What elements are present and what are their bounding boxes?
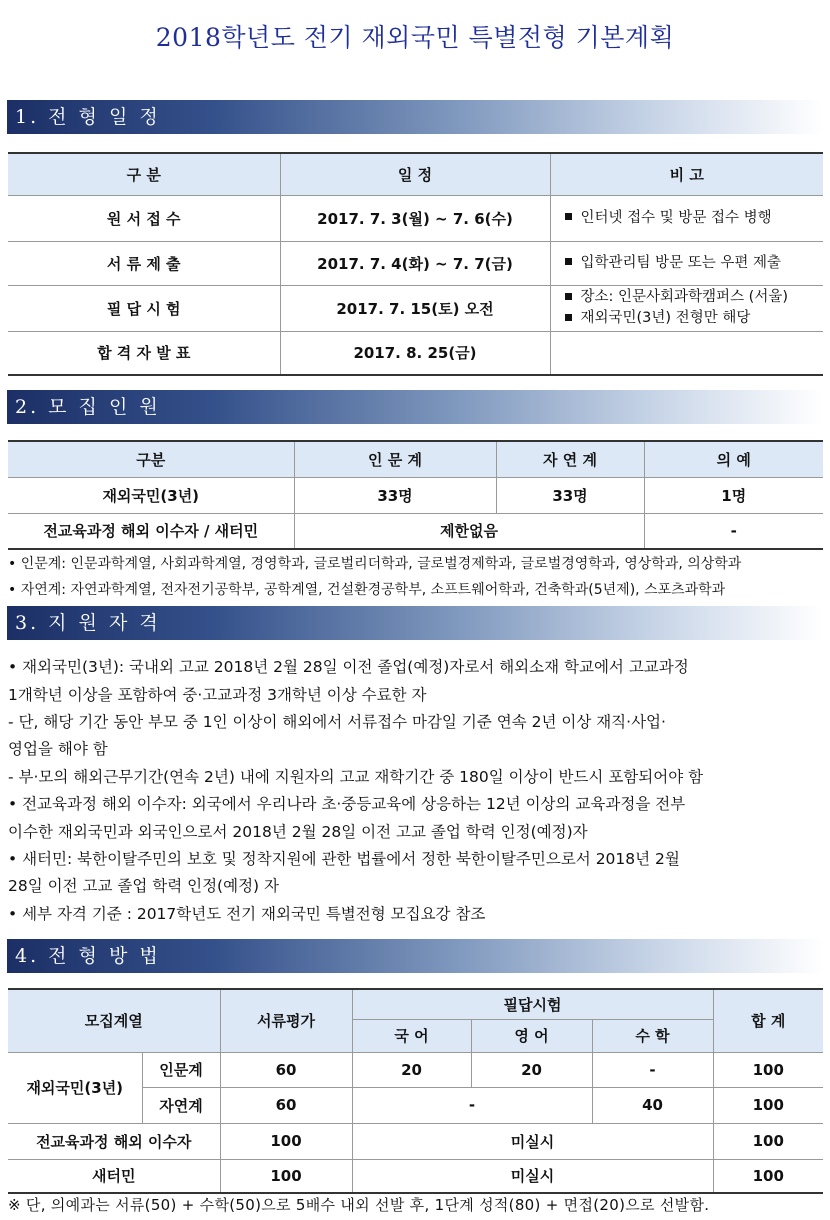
square-bullet-icon [565,213,572,220]
schedule-note: 입학관리팀 방문 또는 우편 제출 [550,241,823,285]
section-header-method: 4. 전 형 방 법 [7,939,823,973]
eligibility-line: • 재외국민(3년): 국내외 고교 2018년 2월 28일 이전 졸업(예정)자로서 해외소재 학교에서 고교과정 [8,658,689,676]
eligibility-line: - 단, 해당 기간 동안 부모 중 1인 이상이 해외에서 서류접수 마감일 기준 연속 2년 이상 재직·사업· [8,713,666,731]
schedule-header-remarks: 비 고 [550,153,823,195]
schedule-note: 인터넷 접수 및 방문 접수 병행 [550,195,823,241]
schedule-header-category: 구 분 [8,153,280,195]
eligibility-line: 영업을 해야 함 [8,740,108,758]
schedule-name: 합 격 자 발 표 [8,331,280,375]
schedule-date: 2017. 7. 3(월) ~ 7. 6(수) [280,195,550,241]
table-row [8,331,823,375]
square-bullet-icon [565,258,572,265]
table-row: 새터민 100 미실시 100 [8,1159,823,1193]
method-header-math: 수 학 [592,1019,713,1052]
schedule-date: 2017. 8. 25(금) [280,331,550,375]
eligibility-line: - 부·모의 해외근무기간(연속 2년) 내에 지원자의 고교 재학기간 중 180일 이상이 반드시 포함되어야 함 [8,768,704,786]
eligibility-line: 1개학년 이상을 포함하여 중·고교과정 3개학년 이상 수료한 자 [8,686,427,704]
method-header-group: 모집계열 [8,989,220,1052]
schedule-note: 장소: 인문사회과학캠퍼스 (서울) 재외국민(3년) 전형만 해당 [550,285,823,331]
table-row: 재외국민(3년) 33명 33명 1명 [8,477,823,513]
schedule-name: 서 류 제 출 [8,241,280,285]
schedule-name: 필 답 시 험 [8,285,280,331]
quota-note-science: • 자연계: 자연과학계열, 전자전기공학부, 공학계열, 건설환경공학부, 소프트웨어학과, 건축학과(5년제), 스포츠과학과 [8,582,726,598]
eligibility-line: 28일 이전 고교 졸업 학력 인정(예정) 자 [8,877,280,895]
quota-header-humanities: 인 문 계 [294,441,496,477]
quota-header-science: 자 연 계 [496,441,644,477]
square-bullet-icon [565,314,572,321]
method-table [8,988,823,1194]
schedule-header-date: 일 정 [280,153,550,195]
schedule-table [8,152,823,376]
table-row [8,241,823,285]
table-row: 전교육과정 해외 이수자 / 새터민 제한없음 - [8,513,823,549]
eligibility-line: • 세부 자격 기준 : 2017학년도 전기 재외국민 특별전형 모집요강 참조 [8,905,486,923]
eligibility-line: 이수한 재외국민과 외국인으로서 2018년 2월 28일 이전 고교 졸업 학력 인정(예정)자 [8,823,588,841]
method-header-total: 합 계 [713,989,823,1052]
schedule-date: 2017. 7. 4(화) ~ 7. 7(금) [280,241,550,285]
quota-note-humanities: • 인문계: 인문과학계열, 사회과학계열, 경영학과, 글로벌리더학과, 글로벌경제학과, 글로벌경영학과, 영상학과, 의상학과 [8,556,742,572]
quota-table [8,440,823,550]
schedule-name: 원 서 접 수 [8,195,280,241]
quota-header-medicine: 의 예 [644,441,823,477]
table-row: 전교육과정 해외 이수자 100 미실시 100 [8,1123,823,1159]
method-header-written: 필답시험 [352,989,713,1019]
section-header-schedule: 1. 전 형 일 정 [7,100,823,134]
method-header-document: 서류평가 [220,989,352,1052]
section-header-eligibility: 3. 지 원 자 격 [7,606,823,640]
method-header-korean: 국 어 [352,1019,471,1052]
section-header-quota: 2. 모 집 인 원 [7,390,823,424]
table-row: 재외국민(3년) 인문계 60 20 20 - 100 [8,1052,823,1087]
page-title: 2018학년도 전기 재외국민 특별전형 기본계획 [155,23,675,52]
schedule-date: 2017. 7. 15(토) 오전 [280,285,550,331]
table-row [8,195,823,241]
square-bullet-icon [565,293,572,300]
eligibility-line: • 새터민: 북한이탈주민의 보호 및 정착지원에 관한 법률에서 정한 북한이탈주민으로서 2018년 2월 [8,850,680,868]
table-row: 자연계 60 - 40 100 [8,1087,823,1123]
method-header-english: 영 어 [471,1019,592,1052]
table-row [8,285,823,331]
footnote: ※ 단, 의예과는 서류(50) + 수학(50)으로 5배수 내외 선발 후, 1단계 성적(80) + 면접(20)으로 선발함. [8,1196,710,1214]
eligibility-line: • 전교육과정 해외 이수자: 외국에서 우리나라 초·중등교육에 상응하는 12년 이상의 교육과정을 전부 [8,795,686,813]
quota-header-category: 구분 [8,441,294,477]
